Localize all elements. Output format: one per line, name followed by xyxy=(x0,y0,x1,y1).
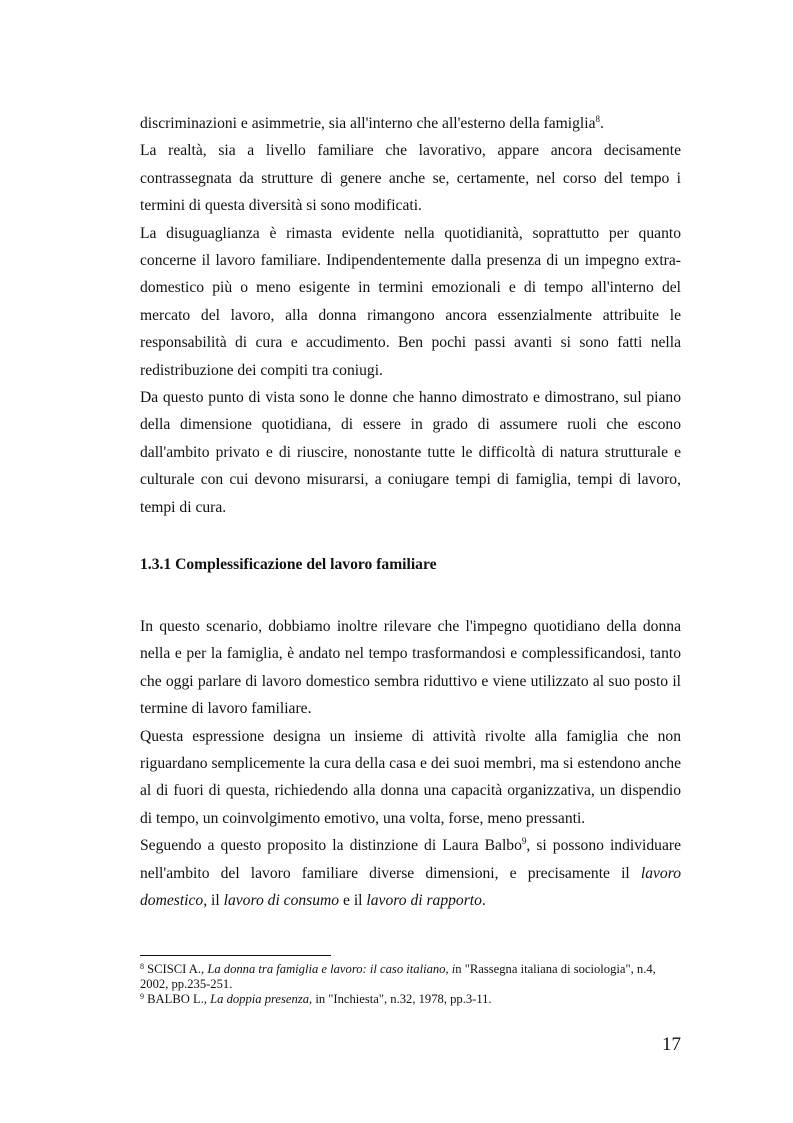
footnote-ref-8: 8 xyxy=(595,114,601,124)
footnote-8 xyxy=(140,962,681,992)
footnote-ref-9: 9 xyxy=(521,836,527,847)
paragraph-end: . xyxy=(481,892,486,910)
term-lavoro-di-rapporto: lavoro di rapporto xyxy=(366,892,482,910)
paragraph-text: discriminazioni e asimmetrie, sia all'interno che all'esterno della famiglia xyxy=(140,115,596,132)
body-text-top xyxy=(140,110,681,521)
body-text-bottom xyxy=(140,613,681,914)
footnote-author: SCISCI A., xyxy=(144,962,208,976)
paragraph: In questo scenario, dobbiamo inoltre rilevare che l'impegno quotidiano della donna nella e per la famiglia, è andato nel tempo trasformandosi e complessificandosi, tanto che oggi parlare di lavoro domestico sembra riduttivo e viene utilizzato al suo posto il termine di lavoro familiare. xyxy=(140,618,681,718)
page-number: 17 xyxy=(662,1034,681,1055)
footnote-number: 8 xyxy=(140,962,144,971)
paragraph-text: Seguendo a questo proposito la distinzione di Laura Balbo xyxy=(140,837,522,855)
paragraph-end: . xyxy=(600,115,604,132)
footnote-details: in "Inchiesta", n.32, 1978, pp.3-11. xyxy=(312,992,492,1006)
paragraph-text: , il xyxy=(203,892,224,910)
footnote-author: BALBO L., xyxy=(144,992,211,1006)
footnote-divider xyxy=(140,955,331,956)
paragraph xyxy=(140,832,681,914)
footnotes xyxy=(140,962,681,1007)
paragraph: La realtà, sia a livello familiare che lavorativo, appare ancora decisamente contrassegnata da strutture di genere anche se, certamente, nel corso del tempo i termini di questa diversità si sono modificati. xyxy=(140,142,681,215)
paragraph: Questa espressione designa un insieme di attività rivolte alla famiglia che non riguardano semplicemente la cura della casa e dei suoi membri, ma si estendono anche al di fuori di questa, richiedendo alla donna una capacità organizzativa, un dispendio di tempo, un coinvolgimento emotivo, una volta, forse, meno pressanti. xyxy=(140,727,681,827)
paragraph-text: , si possono individuare nell'ambito del lavoro familiare diverse dimensioni, e precisamente il xyxy=(140,837,681,882)
section-heading: 1.3.1 Complessificazione del lavoro familiare xyxy=(140,556,437,573)
footnote-details: n "Rassegna italiana di sociologia", n.4, 2002, pp.235-251. xyxy=(140,962,656,991)
footnote-9 xyxy=(140,992,681,1007)
term-lavoro-di-consumo: lavoro di consumo xyxy=(223,892,340,910)
footnote-number: 9 xyxy=(140,992,144,1001)
paragraph: Da questo punto di vista sono le donne che hanno dimostrato e dimostrano, sul piano della dimensione quotidiana, di essere in grado di assumere ruoli che escono dall'ambito privato e di riuscire, nonostante tutte le difficoltà di natura strutturale e culturale con cui devono misurarsi, a coniugare tempi di famiglia, tempi di lavoro, tempi di cura. xyxy=(140,389,681,516)
term-lavoro-domestico: lavoro domestico xyxy=(140,864,681,910)
paragraph-text: e il xyxy=(339,892,367,910)
paragraph: La disuguaglianza è rimasta evidente nella quotidianità, soprattutto per quanto concerne il lavoro familiare. Indipendentemente dalla presenza di un impegno extra-domestico più o meno esigente in termini emozionali e di tempo all'interno del mercato del lavoro, alla donna rimangono ancora essenzialmente attribuite le responsabilità di cura e accudimento. Ben pochi passi avanti si sono fatti nella redistribuzione dei compiti tra coniugi. xyxy=(140,224,681,379)
paragraph xyxy=(140,110,681,137)
footnote-title: La donna tra famiglia e lavoro: il caso italiano, i xyxy=(207,962,456,976)
footnote-title: La doppia presenza, xyxy=(210,992,313,1006)
